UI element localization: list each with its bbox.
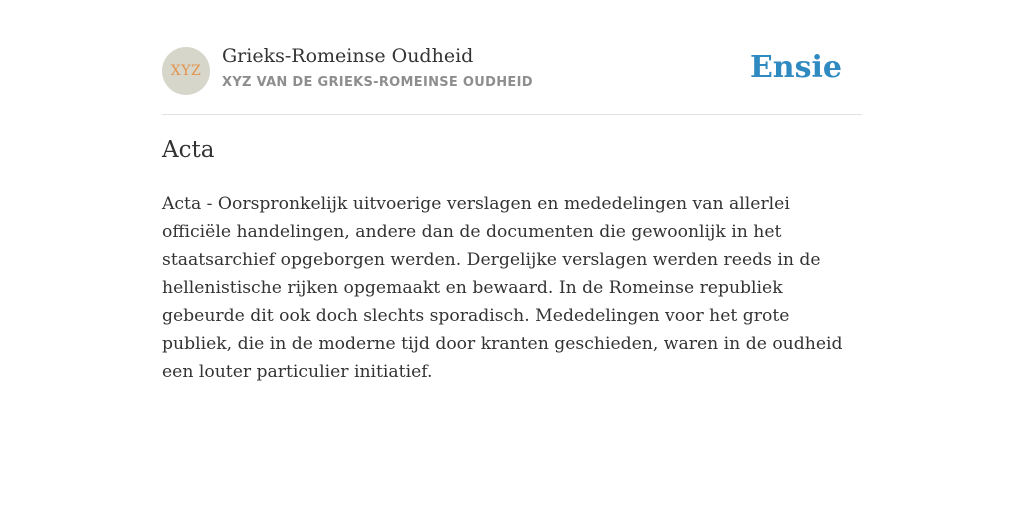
page xyxy=(162,0,862,512)
brand-logo[interactable]: Ensie xyxy=(749,50,842,85)
article-body: Acta - Oorspronkelijk uitvoerige verslagen en mededelingen van allerlei officiële handelingen, andere dan de documenten die gewoonlijk in het staatsarchief opgeborgen werden. Dergelijke verslagen werden reeds in de hellenistische rijken opgemaakt en bewaard. In de Romeinse republiek gebeurde dit ook doch slechts sporadisch. Mededelingen voor het grote publiek, die in de moderne tijd door kranten geschieden, waren in de oudheid een louter particulier initiatief. xyxy=(162,194,843,382)
site-title[interactable]: Grieks-Romeinse Oudheid xyxy=(222,45,474,67)
avatar[interactable]: XYZ xyxy=(162,47,210,95)
site-subtitle: XYZ VAN DE GRIEKS-ROMEINSE OUDHEID xyxy=(222,75,533,90)
article-title: Acta xyxy=(162,137,215,163)
header xyxy=(162,0,862,115)
